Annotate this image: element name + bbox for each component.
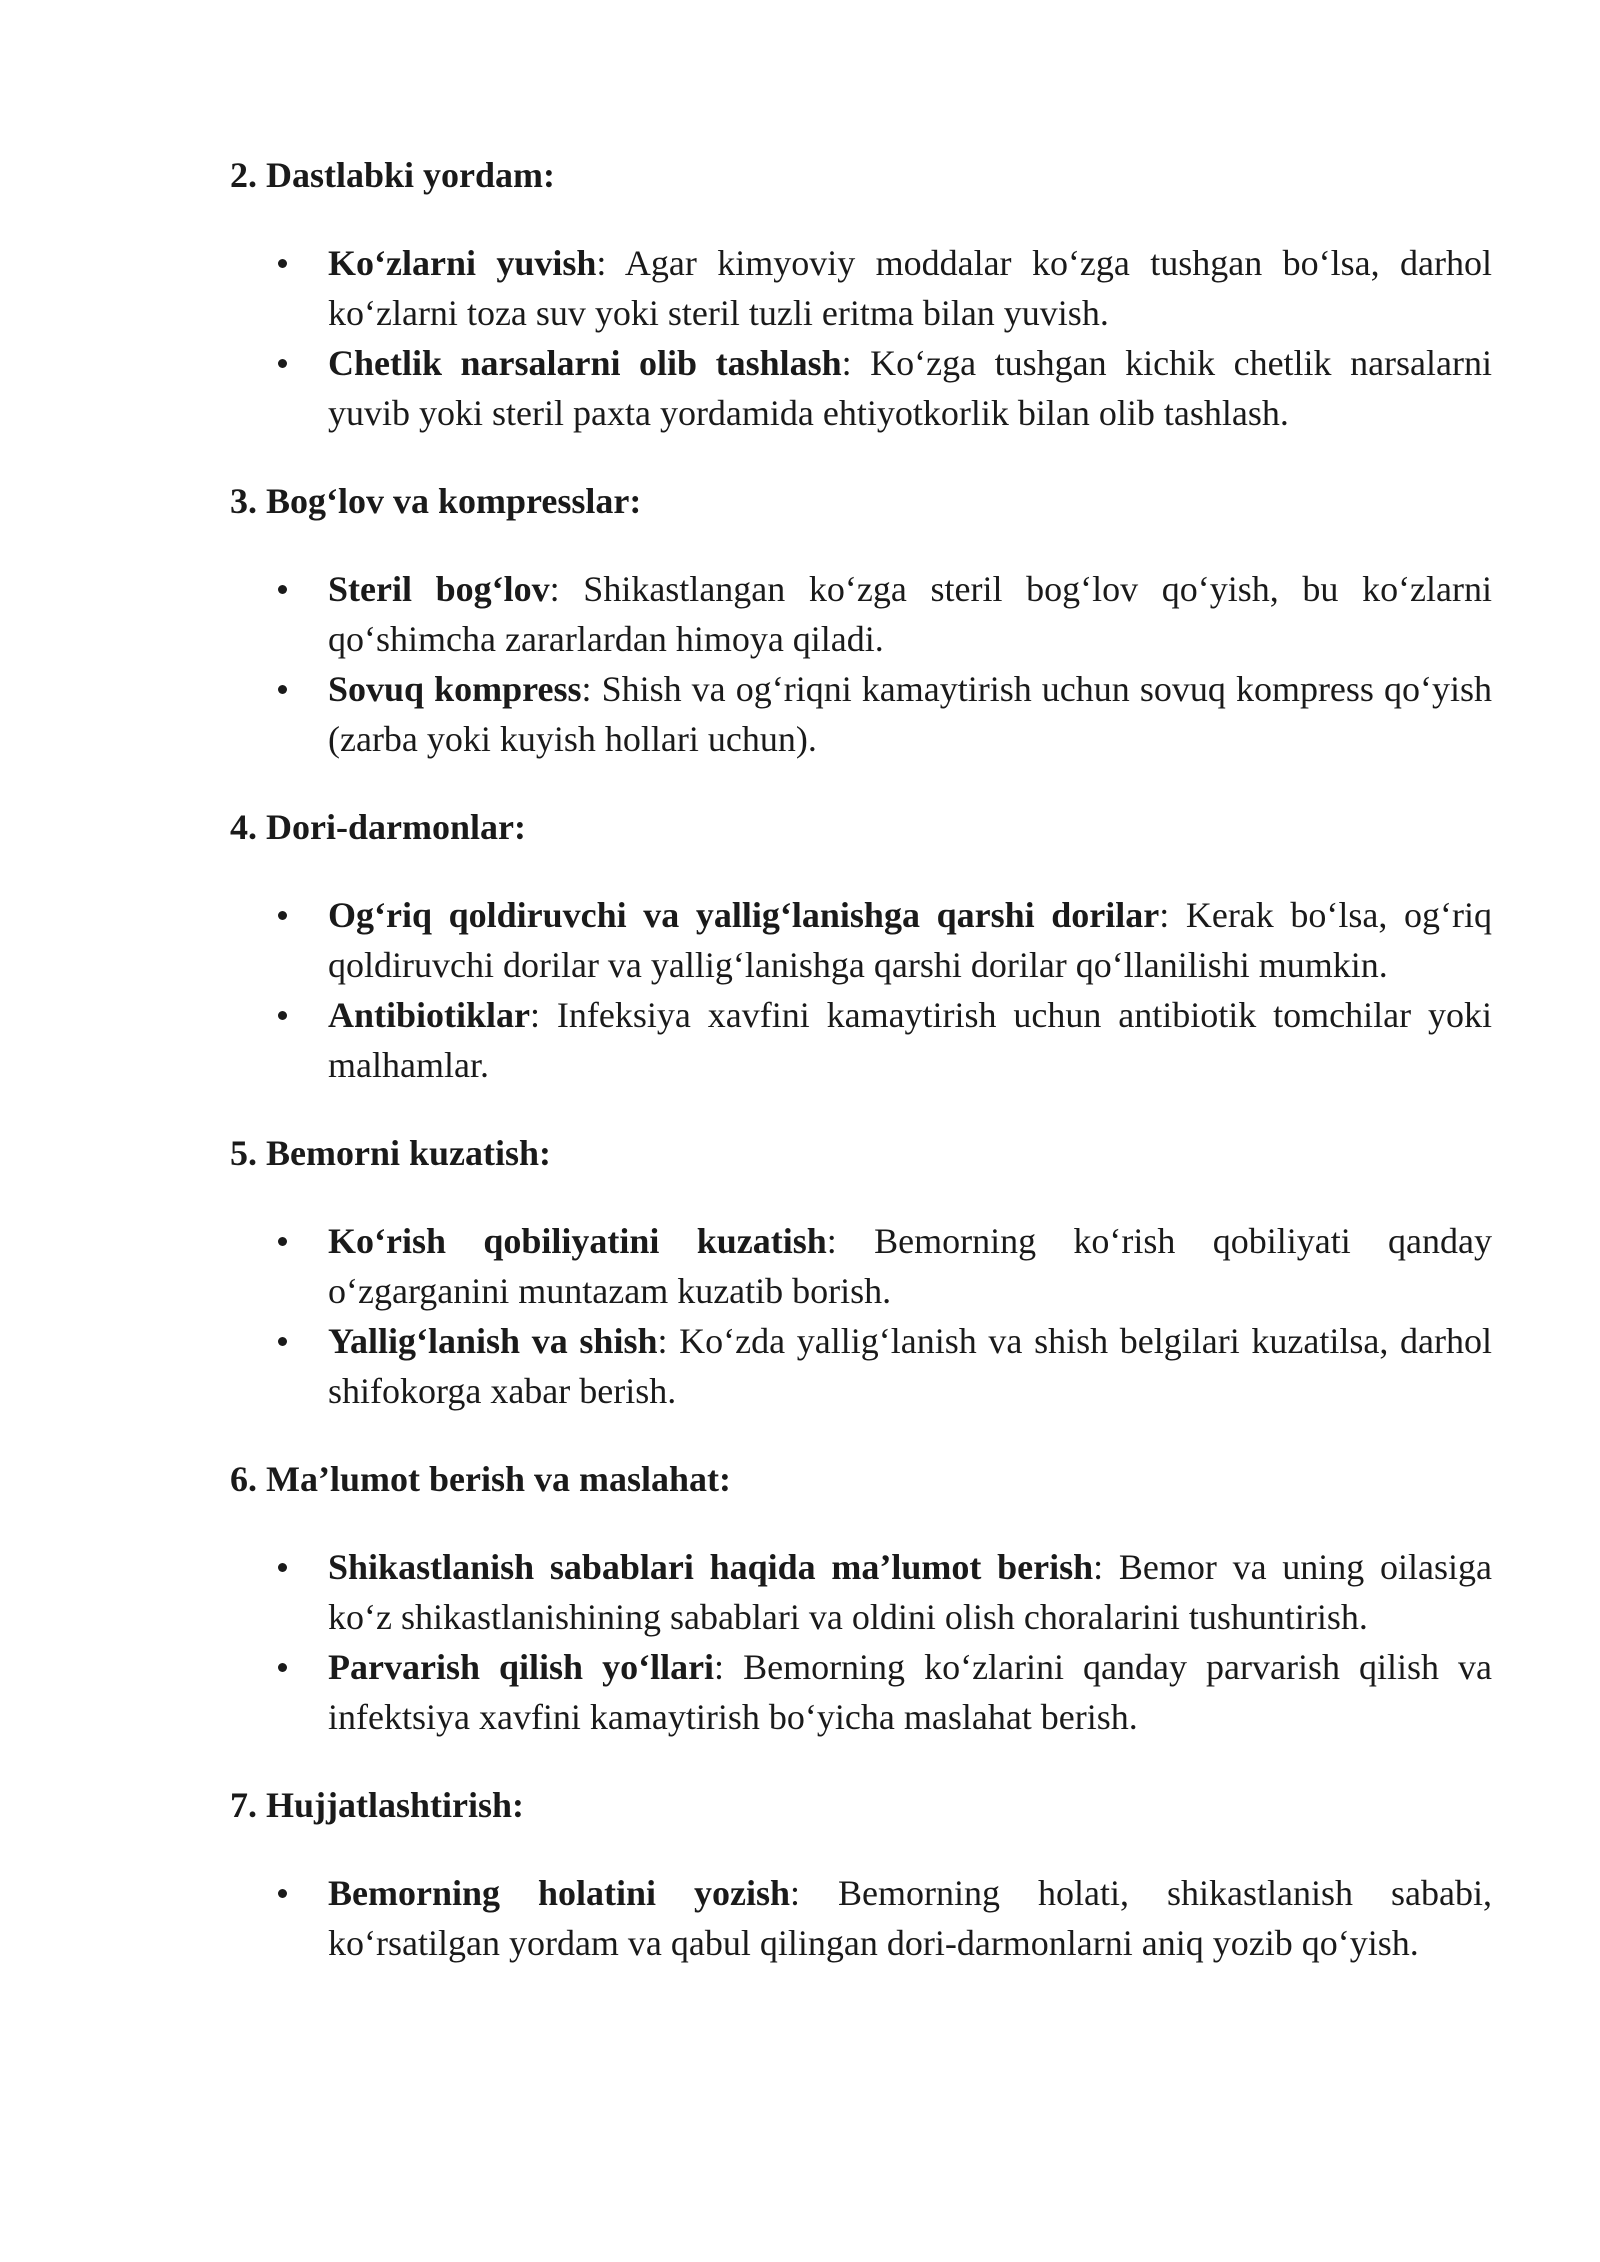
section-documentation [230,1780,1492,1968]
term-separator: : [530,995,557,1035]
bullet-icon [278,1563,287,1572]
document-page [230,150,1492,2006]
item-term: Ko‘zlarni yuvish [328,243,597,283]
section-title: 3. Bog‘lov va kompresslar: [230,481,642,521]
item-description: Kerak bo‘lsa, og‘riq qoldiruvchi dorilar va yallig‘lanishga qarshi dorilar qo‘llanilishi mumkin. [328,895,1492,985]
item-term: Bemorning holatini yozish [328,1873,791,1913]
bullet-icon [278,259,287,268]
section-title: 4. Dori-darmonlar: [230,807,526,847]
section-title: 2. Dastlabki yordam: [230,155,556,195]
bullet-icon [278,1889,287,1898]
item-term: Steril bog‘lov [328,569,550,609]
term-separator: : [1093,1547,1119,1587]
section-medications [230,802,1492,1090]
list-item [230,890,1492,990]
item-description: Shish va og‘riqni kamaytirish uchun sovuq kompress qo‘yish (zarba yoki kuyish hollari uchun). [328,669,1492,759]
item-description: Bemorning ko‘rish qobiliyati qanday o‘zgarganini muntazam kuzatib borish. [328,1221,1492,1311]
item-term: Yallig‘lanish va shish [328,1321,658,1361]
item-description: Ko‘zda yallig‘lanish va shish belgilari kuzatilsa, darhol shifokorga xabar berish. [328,1321,1493,1411]
bullet-icon [278,911,287,920]
list-item [230,990,1492,1090]
list-item [230,1642,1492,1742]
bullet-list [230,1542,1492,1742]
term-separator: : [1159,895,1186,935]
section-first-aid [230,150,1492,438]
term-separator: : [714,1647,744,1687]
section-title: 5. Bemorni kuzatish: [230,1133,552,1173]
item-term: Chetlik narsalarni olib tashlash [328,343,842,383]
bullet-icon [278,359,287,368]
list-item [230,1316,1492,1416]
bullet-list [230,564,1492,764]
section-bandages [230,476,1492,764]
item-term: Antibiotiklar [328,995,531,1035]
item-description: Bemor va uning oilasiga ko‘z shikastlanishining sabablari va oldini olish choralarini tushuntirish. [328,1547,1492,1637]
section-title: 6. Ma’lumot berish va maslahat: [230,1459,731,1499]
item-description: Shikastlangan ko‘zga steril bog‘lov qo‘yish, bu ko‘zlarni qo‘shimcha zararlardan himoya qiladi. [328,569,1493,659]
bullet-icon [278,1663,287,1672]
item-description: Agar kimyoviy moddalar ko‘zga tushgan bo‘lsa, darhol ko‘zlarni toza suv yoki steril tuzli eritma bilan yuvish. [328,243,1493,333]
bullet-list [230,890,1492,1090]
item-description: Ko‘zga tushgan kichik chetlik narsalarni yuvib yoki steril paxta yordamida ehtiyotkorlik bilan olib tashlash. [328,343,1492,433]
bullet-icon [278,1237,287,1246]
bullet-icon [278,1337,287,1346]
list-item [230,238,1492,338]
section-patient-monitoring [230,1128,1492,1416]
section-title: 7. Hujjatlashtirish: [230,1785,525,1825]
term-separator: : [549,569,584,609]
list-item [230,1216,1492,1316]
item-term: Parvarish qilish yo‘llari [328,1647,715,1687]
bullet-list [230,1868,1492,1968]
item-term: Ko‘rish qobiliyatini kuzatish [328,1221,827,1261]
list-item [230,1542,1492,1642]
list-item [230,664,1492,764]
list-item [230,564,1492,664]
term-separator: : [657,1321,680,1361]
term-separator: : [581,669,602,709]
bullet-list [230,1216,1492,1416]
bullet-icon [278,585,287,594]
item-description: Bemorning holati, shikastlanish sababi, ko‘rsatilgan yordam va qabul qilingan dori-darmonlarni aniq yozib qo‘yish. [328,1873,1492,1963]
item-description: Bemorning ko‘zlarini qanday parvarish qilish va infektsiya xavfini kamaytirish bo‘yicha maslahat berish. [328,1647,1492,1737]
item-description: Infeksiya xavfini kamaytirish uchun antibiotik tomchilar yoki malhamlar. [328,995,1492,1085]
term-separator: : [826,1221,875,1261]
item-term: Og‘riq qoldiruvchi va yallig‘lanishga qarshi dorilar [328,895,1160,935]
bullet-icon [278,1011,287,1020]
item-term: Shikastlanish sabablari haqida ma’lumot berish [328,1547,1094,1587]
bullet-list [230,238,1492,438]
list-item [230,338,1492,438]
term-separator: : [841,343,871,383]
bullet-icon [278,685,287,694]
list-item [230,1868,1492,1968]
term-separator: : [790,1873,839,1913]
item-term: Sovuq kompress [328,669,582,709]
term-separator: : [596,243,625,283]
section-information-advice [230,1454,1492,1742]
